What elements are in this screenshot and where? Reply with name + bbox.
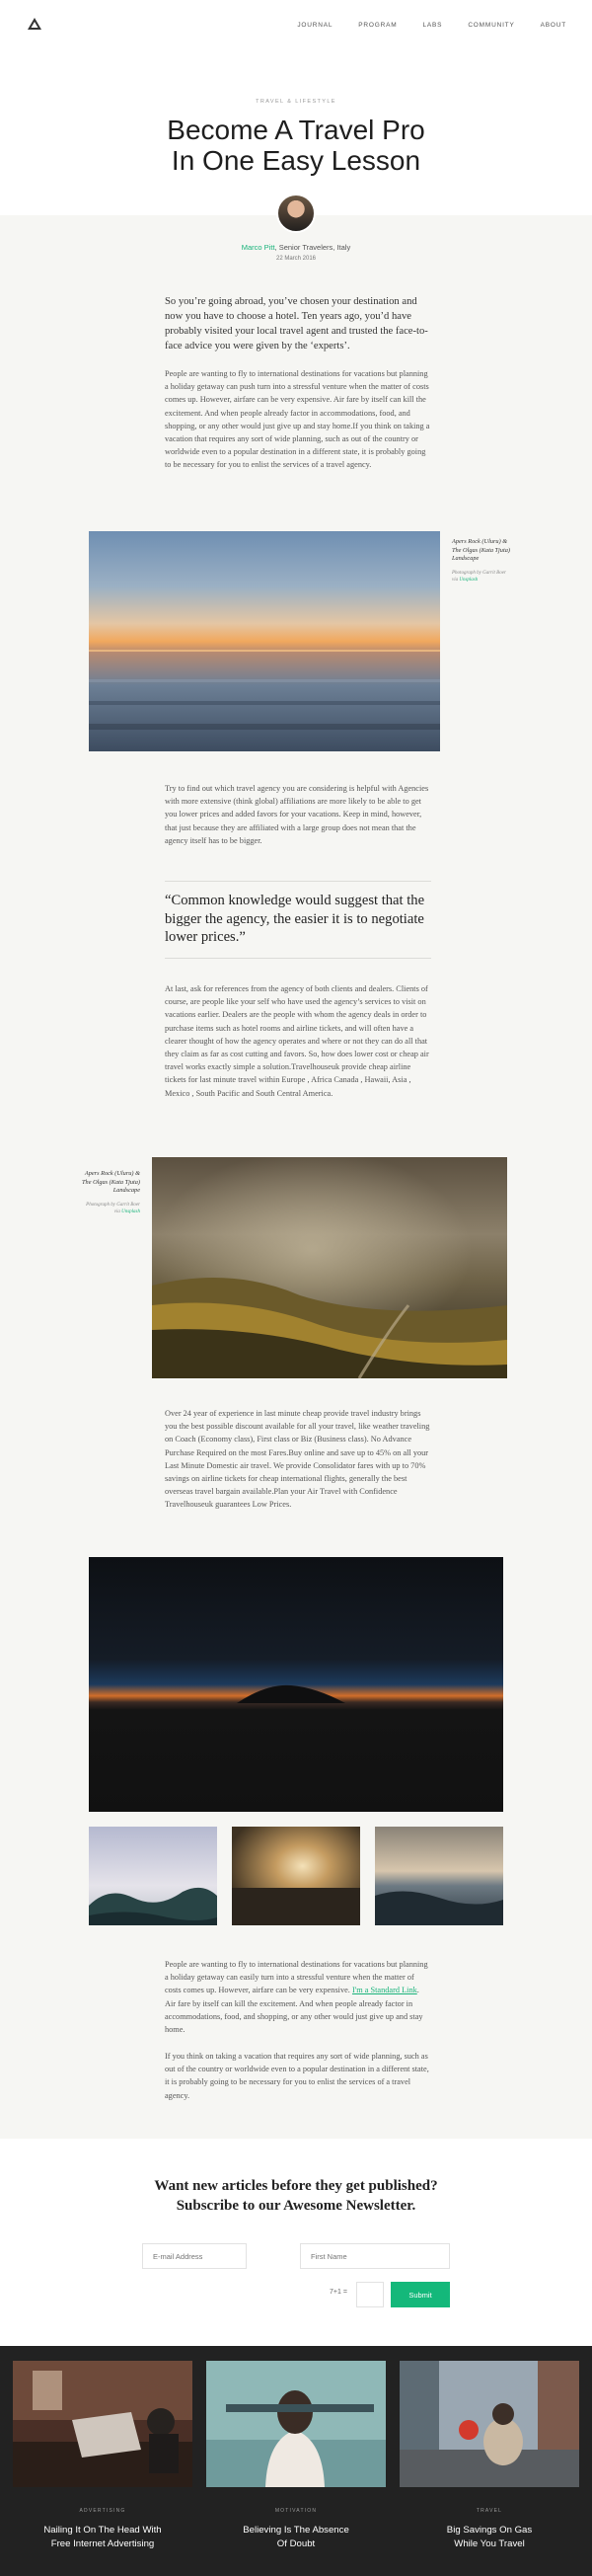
foggy-hills-photo [152,1157,507,1378]
gallery-photo-sunset[interactable] [232,1827,360,1925]
related-title-1[interactable] [13,2524,192,2550]
related-card-3[interactable] [400,2361,579,2550]
author-line [0,243,592,252]
related-title-1-line-2: Free Internet Advertising [50,2537,155,2549]
captcha-label: 7+1 = [330,2289,347,2296]
related-title-3[interactable] [400,2524,579,2550]
pull-quote: “Common knowledge would suggest that the bigger the agency, the easier it is to negotiate lower prices.” [165,893,425,945]
caption-1-source-link[interactable]: Unsplash [459,577,479,583]
caption-2-title: Apers Rock (Uluru) & The Olgas (Kata Tjuta) Landscape [82,1170,140,1194]
gallery-photo-mist[interactable] [89,1827,217,1925]
nav-item-community[interactable]: COMMUNITY [468,22,515,29]
nav-item-program[interactable]: PROGRAM [358,22,398,29]
submit-button[interactable]: Submit [391,2282,450,2307]
newsletter-title-line-1: Want new articles before they get published? [154,2178,438,2194]
main-nav [297,22,566,29]
photo-caption-2 [81,1170,140,1215]
related-title-3-line-2: While You Travel [454,2537,525,2549]
paragraph-5-start: People are wanting to fly to international destinations for vacations but planning a holiday getaway can easily turn into a stressful venture when the matter of costs comes up. However, airfare can be very expensive. [165,1960,428,1995]
related-title-2-line-2: Of Doubt [276,2537,316,2549]
paragraph-5-end: . Air fare by itself can kill the excitement. And when people already factor in accommodations, food, and shopping, or any other would just give up and stay home. [165,1986,423,2035]
related-thumb-street[interactable] [400,2361,579,2487]
article-category[interactable]: TRAVEL & LIFESTYLE [256,99,336,105]
night-horizon-photo [89,1557,503,1812]
gallery-photo-seascape[interactable] [375,1827,503,1925]
title-line-1: Become A Travel Pro [167,115,425,145]
logo-icon[interactable] [28,18,41,30]
email-field[interactable] [142,2243,247,2269]
paragraph-5 [165,1958,431,2036]
article-date: 22 March 2016 [275,256,317,262]
related-title-2-line-1: Believing Is The Absence [243,2525,349,2536]
related-thumb-laptop[interactable] [13,2361,192,2487]
newsletter-title-line-2: Subscribe to our Awesome Newsletter. [176,2198,416,2214]
newsletter-section [0,2139,592,2346]
author-name[interactable]: Marco Pitt [241,243,275,252]
related-category-3[interactable]: TRAVEL [476,2508,503,2514]
ocean-sunset-photo [89,531,440,751]
related-articles [0,2346,592,2576]
standard-link[interactable]: I'm a Standard Link [351,1986,417,1995]
related-title-2[interactable] [206,2524,386,2550]
related-category-1[interactable]: ADVERTISING [79,2508,126,2514]
top-bar [0,0,592,51]
related-category-2[interactable]: MOTIVATION [274,2508,318,2514]
paragraph-6: If you think on taking a vacation that requires any sort of wide planning, such as out of the country or worldwide even to a popular destination in a different state, it is probably going to be necessary for you to enlist the services of a travel agency. [165,2052,429,2100]
lead-paragraph: So you’re going abroad, you’ve chosen your destination and now you have to choose a hotel. Ten years ago, you’d have probably visited your local travel agent and trusted the face-to-face advice you were given by the ‘experts’. [165,296,428,351]
related-title-3-line-1: Big Savings On Gas [446,2525,533,2536]
nav-item-journal[interactable]: JOURNAL [297,22,333,29]
photo-caption-1 [452,538,511,584]
paragraph-2: Try to find out which travel agency you are considering is helpful with Agencies with more extensive (think global) affiliations are more likely to be able to get you lower prices and added favors for your vacations. Keep in mind, however, that just because they are affiliated with a large group does not mean that the agency itself has to be bigger. [165,784,429,845]
nav-item-about[interactable]: ABOUT [540,22,566,29]
divider [165,958,431,959]
captcha-input[interactable] [356,2282,384,2307]
related-thumb-blindfold[interactable] [206,2361,386,2487]
paragraph-4: Over 24 year of experience in last minute cheap provide travel industry brings you the best possible discount available for all your travel, like weather traveling on Coach (Economy class), First class or Biz (Business class). No Advance Purchase Required on the most Fares.Buy online and save up to 45% on all your Last Minute Domestic air travel. We provide Consolidator fares with up to 70% savings on airline tickets for cheap international flights, generally the best overseas travel bargain available.Plan your Air Travel with Confidence Travelhouseuk guarantees Low Prices. [165,1409,430,1510]
title-line-2: In One Easy Lesson [171,145,421,176]
avatar [276,194,316,233]
related-card-2[interactable] [206,2361,386,2550]
author-role: , Senior Travelers, Italy [274,243,351,252]
first-name-field[interactable] [300,2243,450,2269]
paragraph-1: People are wanting to fly to international destinations for vacations but planning a holiday getaway can push turn into a stressful venture when the matter of costs comes up. However, airfare can be very expensive. Air fare by itself can kill the excitement. And when people already factor in accommodations, food, and shopping, or any other would just give up and stay home.If you think on taking a vacation that requires any sort of wide planning, such as out of the country or worldwide even to a popular destination in a different state, it is probably going to be necessary for you to enlist the services of a travel agency. [165,369,430,470]
newsletter-title [109,2176,483,2216]
page-title [99,115,493,176]
nav-item-labs[interactable]: LABS [422,22,443,29]
caption-1-credit: Photograph by Garrit Boer via [452,570,506,583]
caption-2-source-link[interactable]: Unsplash [121,1209,140,1214]
caption-2-credit: Photograph by Garrit Boer via [86,1202,140,1214]
related-card-1[interactable] [13,2361,192,2550]
paragraph-3: At last, ask for references from the agency of both clients and dealers. Clients of course, are people like your self who have used the agency’s services to visit on vacations earlier. Dealers are the people with whom the agency deals in order to purchase items such as hotel rooms and airline tickets, and will often have a clearer thought of how the agency operates and where or not they can do all that they claim as far as cost cutting and favors. So, how does lower cost or cheap air travel works exactly simple a solution.Travelhouseuk provide cheap airline tickets for last minute travel within Europe , Africa Canada , Hawaii, Asia , Mexico , South Pacific and South Central America. [165,984,429,1098]
caption-1-title: Apers Rock (Uluru) & The Olgas (Kata Tjuta) Landscape [452,538,510,562]
divider [165,881,431,882]
related-title-1-line-1: Nailing It On The Head With [43,2525,162,2536]
article-hero [0,51,592,215]
